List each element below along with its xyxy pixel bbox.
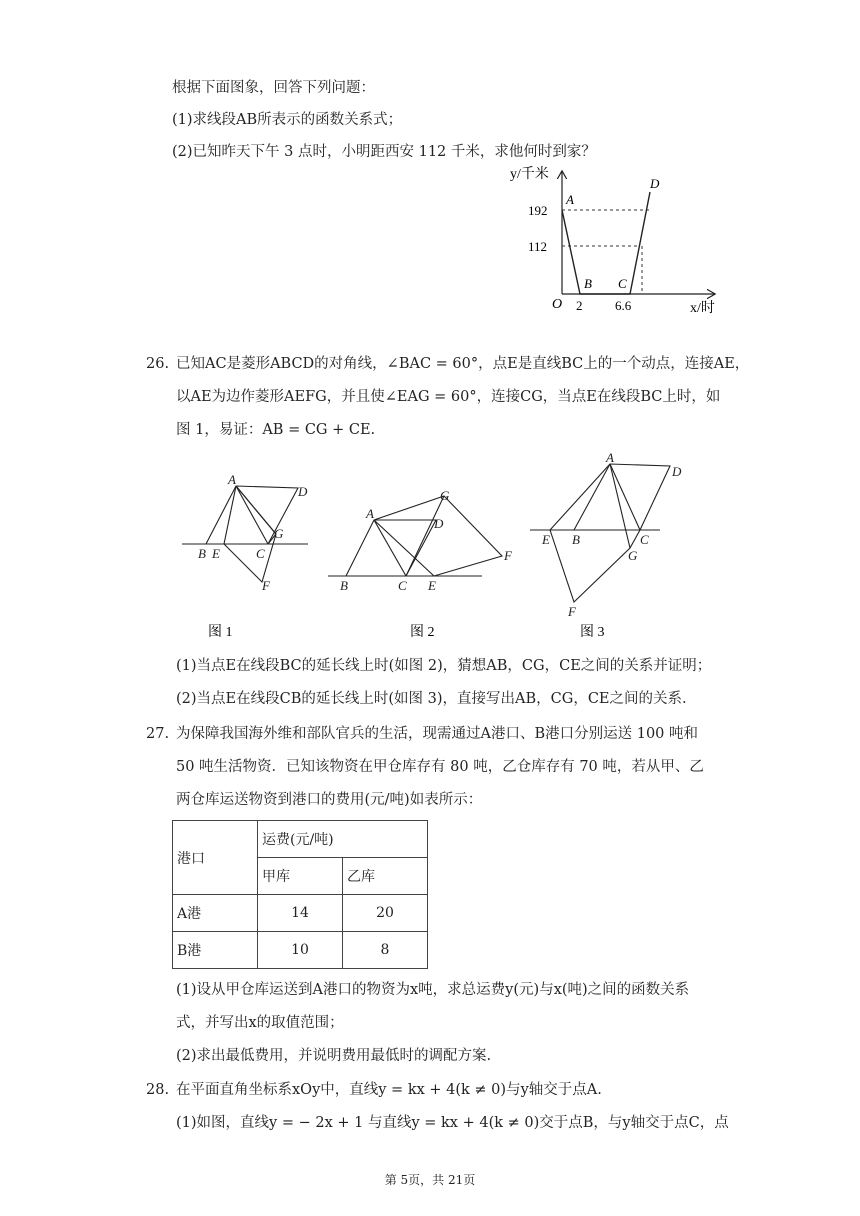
svg-text:A: A (228, 472, 236, 487)
table-group-header: 运费(元/吨) (258, 821, 428, 858)
svg-text:C: C (398, 578, 407, 593)
svg-text:C: C (640, 532, 649, 547)
svg-text:G: G (440, 488, 450, 503)
problem-28-line-2: (1)如图，直线y = − 2x + 1 与直线y = kx + 4(k ≠ 0)交于点B，与y轴交于点C，点 (176, 1115, 729, 1131)
table-row (173, 932, 428, 969)
problem-28-line-1: 在平面直角坐标系xOy中，直线y = kx + 4(k ≠ 0)与y轴交于点A. (176, 1082, 602, 1098)
problem-26-line-3: 图 1，易证：AB = CG + CE. (176, 422, 376, 438)
problem-26-sub-1: (1)当点E在线段BC的延长线上时(如图 2)，猜想AB，CG，CE之间的关系并证明； (176, 658, 712, 674)
figure-3-caption: 图 3 (580, 625, 605, 640)
svg-text:D: D (434, 516, 444, 531)
graph-point-b: B (584, 276, 592, 291)
problem-27-line-1: 为保障我国海外维和部队官兵的生活，现需通过A港口、B港口分别运送 100 吨和 (176, 726, 699, 742)
problem-26-sub-2: (2)当点E在线段CB的延长线上时(如图 3)，直接写出AB，CG，CE之间的关系. (176, 691, 687, 707)
svg-text:B: B (340, 578, 348, 593)
problem-27-line-2: 50 吨生活物资．已知该物资在甲仓库存有 80 吨，乙仓库存有 70 吨，若从甲、乙 (176, 759, 704, 775)
problem-26-number: 26. (146, 356, 170, 372)
intro-question-1: (1)求线段AB所表示的函数关系式； (172, 112, 403, 128)
table-cell-value: 14 (258, 895, 343, 932)
graph-point-d: D (650, 176, 660, 191)
intro-question-2: (2)已知昨天下午 3 点时，小明距西安 112 千米，求他何时到家？ (172, 144, 596, 160)
problem-27-sub-1b: 式，并写出x的取值范围； (176, 1015, 344, 1031)
graph-y-tick-192: 192 (528, 203, 548, 218)
intro-prompt: 根据下面图象，回答下列问题： (172, 80, 375, 96)
graph-x-tick-6-6: 6.6 (615, 298, 632, 313)
svg-text:E: E (542, 532, 550, 547)
graph-x-tick-2: 2 (576, 298, 583, 313)
figure-1-caption: 图 1 (208, 625, 233, 640)
svg-text:G: G (628, 548, 638, 563)
svg-text:A: A (606, 452, 614, 465)
problem-28-number: 28. (146, 1082, 170, 1098)
table-col-warehouse-b: 乙库 (343, 858, 428, 895)
problem-26-line-1: 已知AC是菱形ABCD的对角线，∠BAC = 60°，点E是直线BC上的一个动点，连接AE， (176, 356, 750, 372)
table-cell-port: B港 (173, 932, 258, 969)
svg-text:D: D (672, 464, 682, 479)
svg-text:G: G (274, 526, 284, 541)
problem-26-line-2: 以AE为边作菱形AEFG，并且使∠EAG = 60°，连接CG，当点E在线段BC上时，如 (176, 389, 721, 405)
svg-text:C: C (256, 546, 265, 561)
rhombus-figures (170, 452, 710, 648)
freight-cost-table (172, 820, 428, 969)
table-corner-header: 港口 (173, 821, 258, 895)
graph-y-axis-label: y/千米 (510, 167, 549, 182)
svg-text:B: B (572, 532, 580, 547)
table-col-warehouse-a: 甲库 (258, 858, 343, 895)
graph-x-axis-label: x/时 (690, 301, 715, 316)
svg-text:E: E (428, 578, 436, 593)
figure-2-caption: 图 2 (410, 625, 435, 640)
table-cell-value: 8 (343, 932, 428, 969)
svg-text:A: A (366, 506, 374, 521)
table-cell-value: 10 (258, 932, 343, 969)
table-cell-port: A港 (173, 895, 258, 932)
problem-27-sub-2: (2)求出最低费用，并说明费用最低时的调配方案. (176, 1048, 492, 1064)
svg-text:F: F (504, 548, 512, 563)
problem-27-line-3: 两仓库运送物资到港口的费用(元/吨)如表所示： (176, 792, 483, 808)
graph-y-tick-112: 112 (528, 239, 548, 254)
distance-time-graph (500, 164, 722, 318)
page-footer: 第 5页，共 21页 (384, 1173, 476, 1187)
svg-text:B: B (198, 546, 206, 561)
svg-text:F: F (262, 578, 270, 593)
table-cell-value: 20 (343, 895, 428, 932)
graph-origin-label: O (552, 297, 563, 312)
table-row (173, 895, 428, 932)
svg-text:E: E (212, 546, 220, 561)
problem-27-sub-1a: (1)设从甲仓库运送到A港口的物资为x吨，求总运费y(元)与x(吨)之间的函数关系 (176, 982, 690, 998)
problem-27-number: 27. (146, 726, 170, 742)
svg-text:F: F (568, 604, 576, 619)
graph-point-c: C (618, 276, 627, 291)
svg-text:D: D (298, 484, 308, 499)
graph-point-a: A (566, 192, 574, 207)
